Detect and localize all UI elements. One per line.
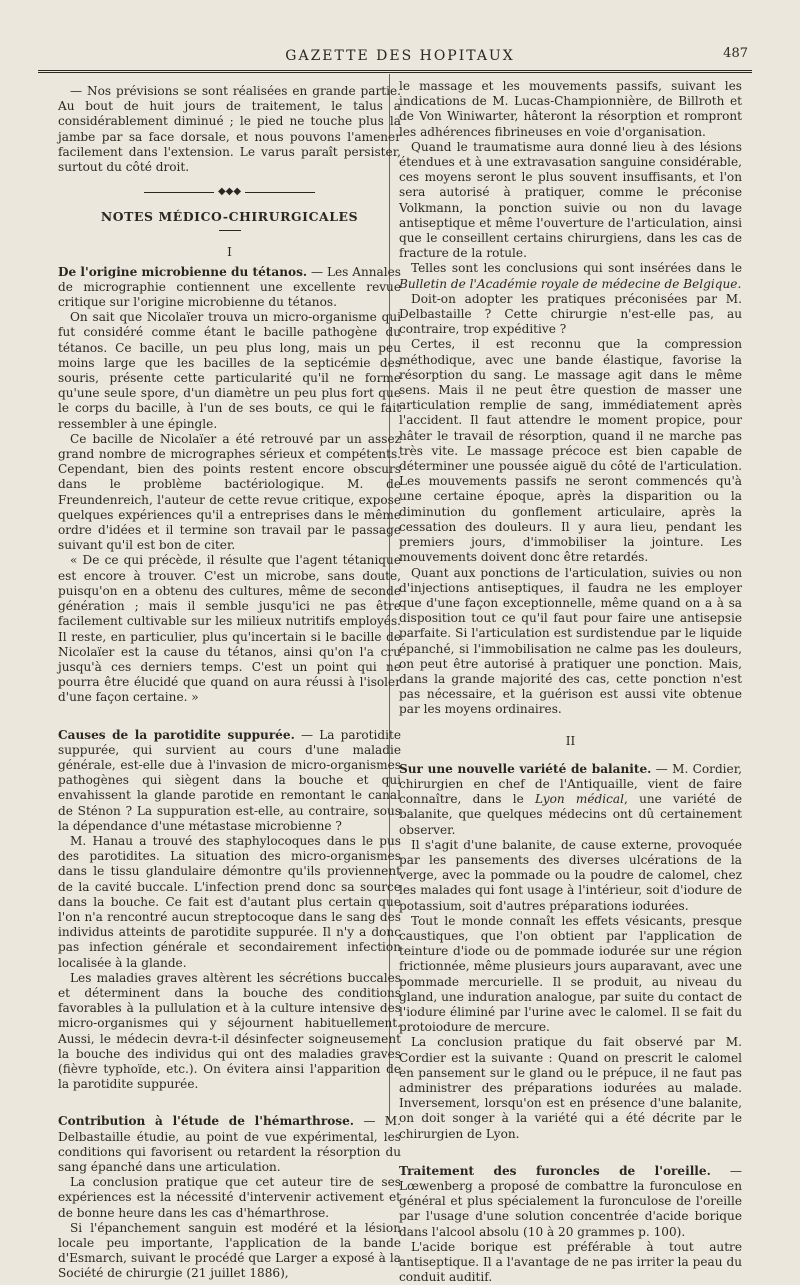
article-parotidite-intro bbox=[58, 728, 401, 834]
paragraph: Doit-on adopter les pratiques préconisées par M. Delbastaille ? Cette chirurgie n'est-elle pas, au contraire, trop expéditive ? bbox=[399, 291, 742, 337]
intro-paragraph: — Nos prévisions se sont réalisées en grande partie. Au bout de huit jours de traitement, le talus a considérablement diminué ; le pied ne touche plus la jambe par sa face dorsale, et nous pouvons l'amener facilement dans l'extension. Le varus paraît persister, surtout du côté droit. bbox=[58, 84, 401, 175]
journal-name: Bulletin de l'Académie royale de médecine de Belgique. bbox=[399, 276, 742, 291]
section-title: NOTES MÉDICO-CHIRURGICALES bbox=[100, 209, 359, 225]
article-text: — La parotidite suppurée, qui survient au cours d'une maladie générale, est-elle due à l'invasion de micro-organismes pathogènes qui siègent dans la bouche et qui envahissent la glande parotide en remontant le canal de Sténon ? La suppuration est-elle, au contraire, sous la dépendance d'une métastase microbienne ? bbox=[58, 727, 401, 833]
text: Telles sont les conclusions qui sont insérées dans le bbox=[411, 261, 742, 276]
header-rule-right bbox=[389, 70, 752, 73]
paragraph: Certes, il est reconnu que la compression méthodique, avec une bande élastique, favorise la résorption du sang. Le massage agit dans le même sens. Mais il ne peut être question de masser une articulation remplie de sang, immédiatement après l'accident. Il faut attendre le moment propice, pour hâter le travail de résorption, quand il ne marche pas très vite. Le massage précoce est bien capable de déterminer une poussée aiguë du côté de l'articulation. Les mouvements passifs ne seront commencés qu'à une certaine époque, après la disparition ou la diminution du gonflement articulaire, après la cessation des douleurs. Il y aura lieu, pendant les premiers jours, d'immobiliser la jointure. Les mouvements doivent donc être retardés. bbox=[399, 337, 742, 565]
paragraph: le massage et les mouvements passifs, suivant les indications de M. Lucas-Championnière, de Billroth et de Von Winiwarter, hâteront la résorption et rompront les adhérences fibrineuses en voie d'organisation. bbox=[399, 79, 742, 139]
part-numeral: II bbox=[565, 733, 576, 748]
ornament-line bbox=[144, 192, 214, 193]
article-balanite-intro bbox=[399, 762, 742, 838]
article-furoncles-intro bbox=[399, 1164, 742, 1240]
paragraph: Tout le monde connaît les effets vésicants, presque caustiques, que l'on obtient par l'application de teinture d'iode ou de pommade iodurée sur une région frictionnée, même plusieurs jours auparavant, avec une pommade mercurielle. Il se produit, au niveau du gland, une induration analogue, par suite du contact de l'iodure éliminé par l'urine avec le calomel. Il se fait du protoiodure de mercure. bbox=[399, 913, 742, 1035]
ornament-mark: ◆◆◆ bbox=[217, 186, 242, 198]
paragraph: La conclusion pratique du fait observé par M. Cordier est la suivante : Quand on prescrit le calomel en pansement sur le gland ou le prépuce, il ne faut pas administrer des préparations iodurées au malade. Inversement, lorsqu'on est en présence d'une balanite, on doit songer à la variété qui a été décrite par le chirurgien de Lyon. bbox=[399, 1035, 742, 1141]
article-hemarthrose-intro bbox=[58, 1114, 401, 1175]
paragraph: Si l'épanchement sanguin est modéré et la lésion locale peu importante, l'application de la bande d'Esmarch, suivant le procédé que Larger a exposé à la Société de chirurgie (21 juillet 1886), bbox=[58, 1220, 401, 1281]
article-text: — M. Cordier, chirurgien en chef de l'Antiquaille, vient de faire connaître, dans le bbox=[399, 761, 743, 807]
paragraph: On sait que Nicolaïer trouva un micro-organisme qui fut considéré comme étant le bacille pathogène du tétanos. Ce bacille, un peu plus long, mais un peu moins large que les bacilles de la septicémie des souris, présente cette particularité qu'il ne forme qu'une seule spore, d'un diamètre un peu plus fort que le corps du bacille, à l'un de ses bouts, ce qui le fait ressembler à une épingle. bbox=[58, 310, 401, 431]
page-number: 487 bbox=[723, 46, 748, 61]
article-text: — M. Delbastaille étudie, au point de vue expérimental, les conditions qui favorisent ou retardent la résorption du sang épanché dans une articulation. bbox=[58, 1114, 401, 1174]
paragraph: Il s'agit d'une balanite, de cause externe, provoquée par les pansements des diverses ulcérations de la verge, avec la pommade ou la poudre de calomel, chez les malades qui font usage à l'intérieur, soit d'iodure de potassium, soit d'autres préparations iodurées. bbox=[399, 837, 742, 913]
article-title: De l'origine microbienne du tétanos. bbox=[58, 264, 308, 279]
article-text: , une variété de balanite, que quelques médecins ont dû certainement observer. bbox=[399, 792, 743, 837]
left-column bbox=[58, 84, 401, 1282]
paragraph: Les maladies graves altèrent les sécrétions buccales et déterminent dans la bouche des conditions favorables à la pullulation et à la culture intensive des micro-organismes qui y séjournent habituellement. Aussi, le médecin devra-t-il désinfecter soigneusement la bouche des individus qui ont des maladies graves (fièvre typhoïde, etc.). On évitera ainsi l'apparition de la parotidite suppurée. bbox=[58, 970, 401, 1092]
running-title: GAZETTE DES HOPITAUX bbox=[285, 48, 515, 64]
journal-name: Lyon médical bbox=[534, 792, 625, 807]
title-rule bbox=[219, 230, 241, 231]
ornament-line bbox=[245, 192, 315, 193]
paragraph: L'acide borique est préférable à tout autre antiseptique. Il a l'avantage de ne pas irriter la peau du conduit auditif. bbox=[399, 1239, 742, 1285]
article-title: Contribution à l'étude de l'hémarthrose. bbox=[58, 1114, 354, 1129]
article-title: Sur une nouvelle variété de balanite. bbox=[399, 761, 652, 776]
paragraph: La conclusion pratique que cet auteur tire de ses expériences est la nécessité d'intervenir activement et de bonne heure dans les cas d'hémarthrose. bbox=[58, 1175, 401, 1220]
section-ornament bbox=[58, 187, 401, 197]
header-rule-left bbox=[38, 70, 390, 73]
article-title: Traitement des furoncles de l'oreille. bbox=[399, 1163, 711, 1178]
paragraph-bulletin bbox=[399, 261, 742, 291]
paragraph: Ce bacille de Nicolaïer a été retrouvé par un assez grand nombre de micrographes sérieux et compétents. Cependant, bien des points restent encore obscurs dans le problème bactériologique. M. de Freundenreich, l'auteur de cette revue critique, expose quelques expériences qu'il a entreprises dans le même ordre d'idées et il termine son travail par le passage suivant qu'il est bon de citer. bbox=[58, 431, 401, 553]
article-tetanos-intro bbox=[58, 265, 401, 311]
right-column bbox=[399, 79, 742, 1285]
quotation: « De ce qui précède, il résulte que l'agent tétanique est encore à trouver. C'est un microbe, sans doute, puisqu'on en a obtenu des cultures, même de seconde génération ; mais il semble jusqu'ici ne pas être facilement cultivable sur les milieux nutritifs employés. Il reste, en particulier, plus qu'incertain si le bacille de Nicolaïer est la cause du tétanos, ainsi qu'on l'a cru jusqu'à ces derniers temps. C'est un point qui ne pourra être élucidé que quand on aura réussi à l'isoler d'une façon certaine. » bbox=[58, 553, 401, 705]
paragraph: Quand le traumatisme aura donné lieu à des lésions étendues et à une extravasation sanguine considérable, ces moyens seront le plus souvent insuffisants, et l'on sera autorisé à pratiquer, comme le préconise Volkmann, la ponction suivie ou non du lavage antiseptique et même l'ouverture de l'articulation, ainsi que le conseillent certains chirurgiens, dans les cas de fracture de la rotule. bbox=[399, 139, 742, 261]
article-title: Causes de la parotidite suppurée. bbox=[58, 727, 295, 742]
article-text: — Lœwenberg a proposé de combattre la furonculose en général et plus spécialement la furonculose de l'oreille par l'usage d'une solution concentrée d'acide borique dans l'alcool absolu (10 à 20 grammes p. 100). bbox=[399, 1163, 742, 1239]
part-numeral: I bbox=[227, 245, 232, 260]
paragraph: M. Hanau a trouvé des staphylocoques dans le pus des parotidites. La situation des micro-organismes dans le tissu glandulaire démontre qu'ils proviennent de la cavité buccale. L'infection prend donc sa source dans la bouche. Ce fait est d'autant plus certain que l'on n'a rencontré aucun streptocoque dans le sang des individus atteints de parotidite suppurée. Il n'y a donc pas infection générale et secondairement infection localisée à la glande. bbox=[58, 833, 401, 970]
paragraph: Quant aux ponctions de l'articulation, suivies ou non d'injections antiseptiques, il faudra ne les employer que d'une façon exceptionnelle, même quand on a à sa disposition tout ce qu'il faut pour faire une antisepsie parfaite. Si l'articulation est surdistendue par le liquide épanché, si l'immobilisation ne calme pas les douleurs, on peut être autorisé à pratiquer une ponction. Mais, dans la grande majorité des cas, cette ponction n'est pas nécessaire, et la guérison est aussi vite obtenue par les moyens ordinaires. bbox=[399, 565, 742, 717]
article-text: — Les Annales de micrographie contiennent une excellente revue critique sur l'origine microbienne du tétanos. bbox=[58, 264, 401, 310]
